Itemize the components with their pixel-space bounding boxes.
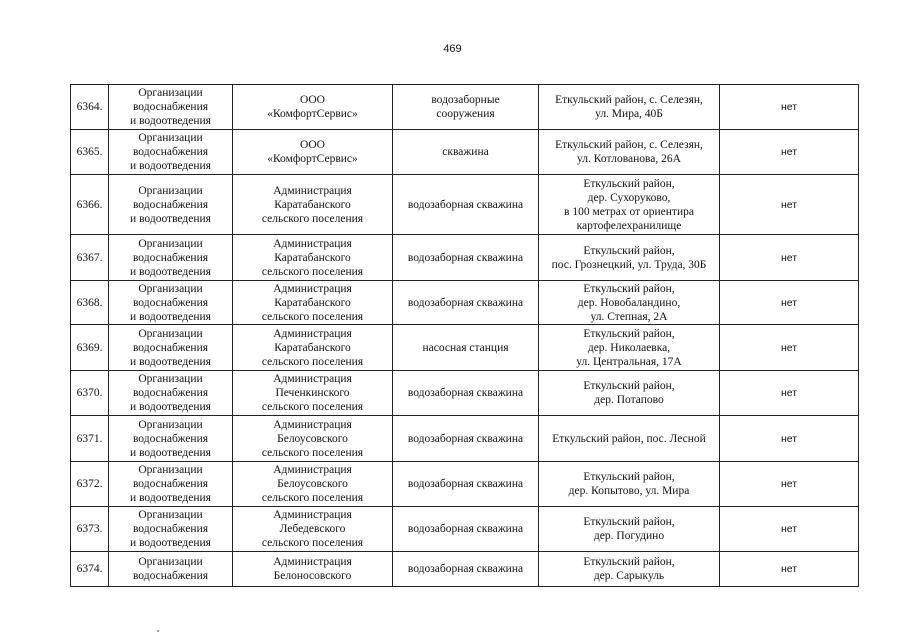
organization-name-cell bbox=[233, 552, 393, 587]
organization-type: Организации водоснабжения и водоотведения bbox=[130, 464, 211, 504]
object-address-cell bbox=[539, 175, 720, 235]
table-row bbox=[71, 325, 859, 371]
note-cell: нет bbox=[780, 523, 798, 535]
organization-name: Администрация Каратабанского сельского поселения bbox=[261, 184, 364, 225]
table-row bbox=[71, 416, 859, 462]
row-number-cell bbox=[71, 416, 109, 462]
object-type-cell bbox=[393, 552, 539, 587]
object-type: водозаборная скважина bbox=[407, 251, 524, 264]
organization-type: Организации водоснабжения и водоотведения bbox=[130, 509, 211, 549]
organization-type: Организации водоснабжения и водоотведения bbox=[130, 132, 211, 172]
organization-name: Администрация Белоусовского сельского поселения bbox=[261, 464, 364, 504]
object-address-cell bbox=[539, 130, 720, 175]
note-cell-cell bbox=[720, 281, 859, 325]
object-type: скважина bbox=[442, 146, 489, 158]
object-address: Еткульский район, пос. Лесной bbox=[552, 432, 706, 445]
object-address-cell bbox=[539, 552, 720, 587]
organization-type-cell bbox=[109, 507, 233, 552]
scan-speck bbox=[157, 630, 159, 632]
note-cell-cell bbox=[720, 325, 859, 371]
row-number-cell bbox=[71, 85, 109, 130]
object-address: Еткульский район, дер. Новобаландино, ул. Степная, 2А bbox=[577, 282, 681, 323]
organization-name: Администрация Каратабанского сельского поселения bbox=[261, 327, 364, 368]
organization-type: Организации водоснабжения и водоотведения bbox=[130, 418, 211, 459]
organization-type-cell bbox=[109, 462, 233, 507]
table-row bbox=[71, 552, 859, 587]
organization-name: ООО «КомфортСервис» bbox=[267, 139, 358, 165]
object-address: Еткульский район, дер. Сарыкуль bbox=[583, 556, 675, 582]
organization-name: Администрация Каратабанского сельского поселения bbox=[261, 282, 364, 323]
row-number-cell bbox=[71, 371, 109, 416]
organization-name-cell bbox=[233, 175, 393, 235]
object-address: Еткульский район, дер. Сухоруково, в 100 метрах от ориентира картофелехранилище bbox=[564, 177, 694, 232]
table-row bbox=[71, 507, 859, 552]
organization-type-cell bbox=[109, 552, 233, 587]
note-cell-cell bbox=[720, 462, 859, 507]
row-number: 6373. bbox=[76, 523, 103, 535]
organization-name-cell bbox=[233, 130, 393, 175]
note-cell: нет bbox=[780, 432, 798, 445]
note-cell: нет bbox=[780, 296, 798, 309]
row-number: 6368. bbox=[76, 296, 103, 309]
note-cell: нет bbox=[780, 146, 798, 158]
object-address-cell bbox=[539, 462, 720, 507]
note-cell-cell bbox=[720, 552, 859, 587]
table-row bbox=[71, 85, 859, 130]
organization-name-cell bbox=[233, 371, 393, 416]
row-number-cell bbox=[71, 507, 109, 552]
organization-type: Организации водоснабжения и водоотведения bbox=[130, 282, 211, 323]
organization-type: Организации водоснабжения и водоотведения bbox=[130, 327, 211, 368]
organization-type: Организации водоснабжения и водоотведения bbox=[130, 184, 211, 225]
row-number: 6369. bbox=[76, 341, 103, 354]
object-address-cell bbox=[539, 85, 720, 130]
object-type: водозаборная скважина bbox=[407, 296, 524, 309]
organization-name: Администрация Лебедевского сельского поселения bbox=[261, 509, 364, 549]
organization-name-cell bbox=[233, 325, 393, 371]
registry-body bbox=[71, 85, 859, 587]
note-cell: нет bbox=[780, 478, 798, 490]
organization-type: Организации водоснабжения и водоотведения bbox=[130, 87, 211, 127]
note-cell-cell bbox=[720, 235, 859, 281]
object-type: водозаборная скважина bbox=[407, 387, 524, 399]
object-address-cell bbox=[539, 416, 720, 462]
object-address: Еткульский район, пос. Грознецкий, ул. Труда, 30Б bbox=[551, 244, 707, 271]
object-type-cell bbox=[393, 235, 539, 281]
organization-type: Организации водоснабжения и водоотведения bbox=[130, 237, 211, 278]
organization-type-cell bbox=[109, 325, 233, 371]
row-number: 6371. bbox=[76, 432, 103, 445]
object-address-cell bbox=[539, 235, 720, 281]
note-cell-cell bbox=[720, 130, 859, 175]
organization-name-cell bbox=[233, 416, 393, 462]
object-type-cell bbox=[393, 85, 539, 130]
row-number-cell bbox=[71, 175, 109, 235]
table-row bbox=[71, 175, 859, 235]
registry-table bbox=[70, 84, 859, 587]
organization-name-cell bbox=[233, 85, 393, 130]
page-number: 469 bbox=[443, 43, 462, 55]
object-address-cell bbox=[539, 507, 720, 552]
row-number: 6374. bbox=[76, 563, 103, 575]
row-number: 6366. bbox=[76, 198, 103, 211]
row-number: 6370. bbox=[76, 387, 103, 399]
object-type: водозаборные сооружения bbox=[431, 94, 500, 120]
object-type-cell bbox=[393, 416, 539, 462]
note-cell: нет bbox=[780, 251, 798, 264]
organization-name-cell bbox=[233, 507, 393, 552]
object-address-cell bbox=[539, 371, 720, 416]
organization-name-cell bbox=[233, 281, 393, 325]
organization-name-cell bbox=[233, 462, 393, 507]
object-type-cell bbox=[393, 325, 539, 371]
object-type: насосная станция bbox=[422, 341, 509, 354]
object-type-cell bbox=[393, 462, 539, 507]
object-type-cell bbox=[393, 281, 539, 325]
organization-type-cell bbox=[109, 175, 233, 235]
object-type: водозаборная скважина bbox=[407, 523, 524, 535]
note-cell: нет bbox=[780, 341, 798, 354]
organization-name-cell bbox=[233, 235, 393, 281]
row-number-cell bbox=[71, 130, 109, 175]
object-address: Еткульский район, с. Селезян, ул. Мира, 40Б bbox=[555, 94, 703, 120]
row-number: 6365. bbox=[76, 146, 103, 158]
organization-name: Администрация Белоносовского bbox=[273, 556, 352, 582]
object-type: водозаборная скважина bbox=[407, 198, 524, 211]
note-cell-cell bbox=[720, 371, 859, 416]
note-cell: нет bbox=[780, 563, 798, 575]
row-number-cell bbox=[71, 462, 109, 507]
row-number-cell bbox=[71, 552, 109, 587]
object-type: водозаборная скважина bbox=[407, 563, 524, 575]
organization-name: Администрация Каратабанского сельского поселения bbox=[261, 237, 364, 278]
organization-type: Организации водоснабжения и водоотведения bbox=[130, 373, 211, 413]
table-row bbox=[71, 235, 859, 281]
note-cell: нет bbox=[780, 387, 798, 399]
organization-name: ООО «КомфортСервис» bbox=[267, 94, 358, 120]
object-address-cell bbox=[539, 281, 720, 325]
object-address: Еткульский район, дер. Погудино bbox=[583, 516, 675, 542]
note-cell: нет bbox=[780, 101, 798, 113]
organization-type-cell bbox=[109, 235, 233, 281]
table-row bbox=[71, 281, 859, 325]
note-cell-cell bbox=[720, 507, 859, 552]
table-row bbox=[71, 130, 859, 175]
table-row bbox=[71, 462, 859, 507]
organization-type-cell bbox=[109, 85, 233, 130]
object-address: Еткульский район, дер. Николаевка, ул. Центральная, 17А bbox=[576, 327, 682, 368]
organization-type-cell bbox=[109, 416, 233, 462]
object-type-cell bbox=[393, 507, 539, 552]
table-row bbox=[71, 371, 859, 416]
organization-type-cell bbox=[109, 371, 233, 416]
object-type: водозаборная скважина bbox=[407, 478, 524, 490]
row-number: 6372. bbox=[76, 478, 103, 490]
row-number: 6364. bbox=[76, 101, 103, 113]
organization-type: Организации водоснабжения bbox=[132, 556, 209, 582]
object-type-cell bbox=[393, 130, 539, 175]
organization-name: Администрация Белоусовского сельского поселения bbox=[261, 418, 364, 459]
row-number-cell bbox=[71, 235, 109, 281]
object-address: Еткульский район, с. Селезян, ул. Котлованова, 26А bbox=[555, 139, 703, 165]
row-number: 6367. bbox=[76, 251, 103, 264]
note-cell-cell bbox=[720, 416, 859, 462]
object-type-cell bbox=[393, 371, 539, 416]
object-address: Еткульский район, дер. Потапово bbox=[583, 380, 675, 406]
organization-name: Администрация Печенкинского сельского поселения bbox=[261, 373, 364, 413]
organization-type-cell bbox=[109, 281, 233, 325]
object-type: водозаборная скважина bbox=[407, 432, 524, 445]
note-cell-cell bbox=[720, 85, 859, 130]
note-cell: нет bbox=[780, 198, 798, 211]
row-number-cell bbox=[71, 281, 109, 325]
object-address-cell bbox=[539, 325, 720, 371]
object-type-cell bbox=[393, 175, 539, 235]
organization-type-cell bbox=[109, 130, 233, 175]
row-number-cell bbox=[71, 325, 109, 371]
object-address: Еткульский район, дер. Копытово, ул. Мира bbox=[568, 471, 690, 497]
note-cell-cell bbox=[720, 175, 859, 235]
